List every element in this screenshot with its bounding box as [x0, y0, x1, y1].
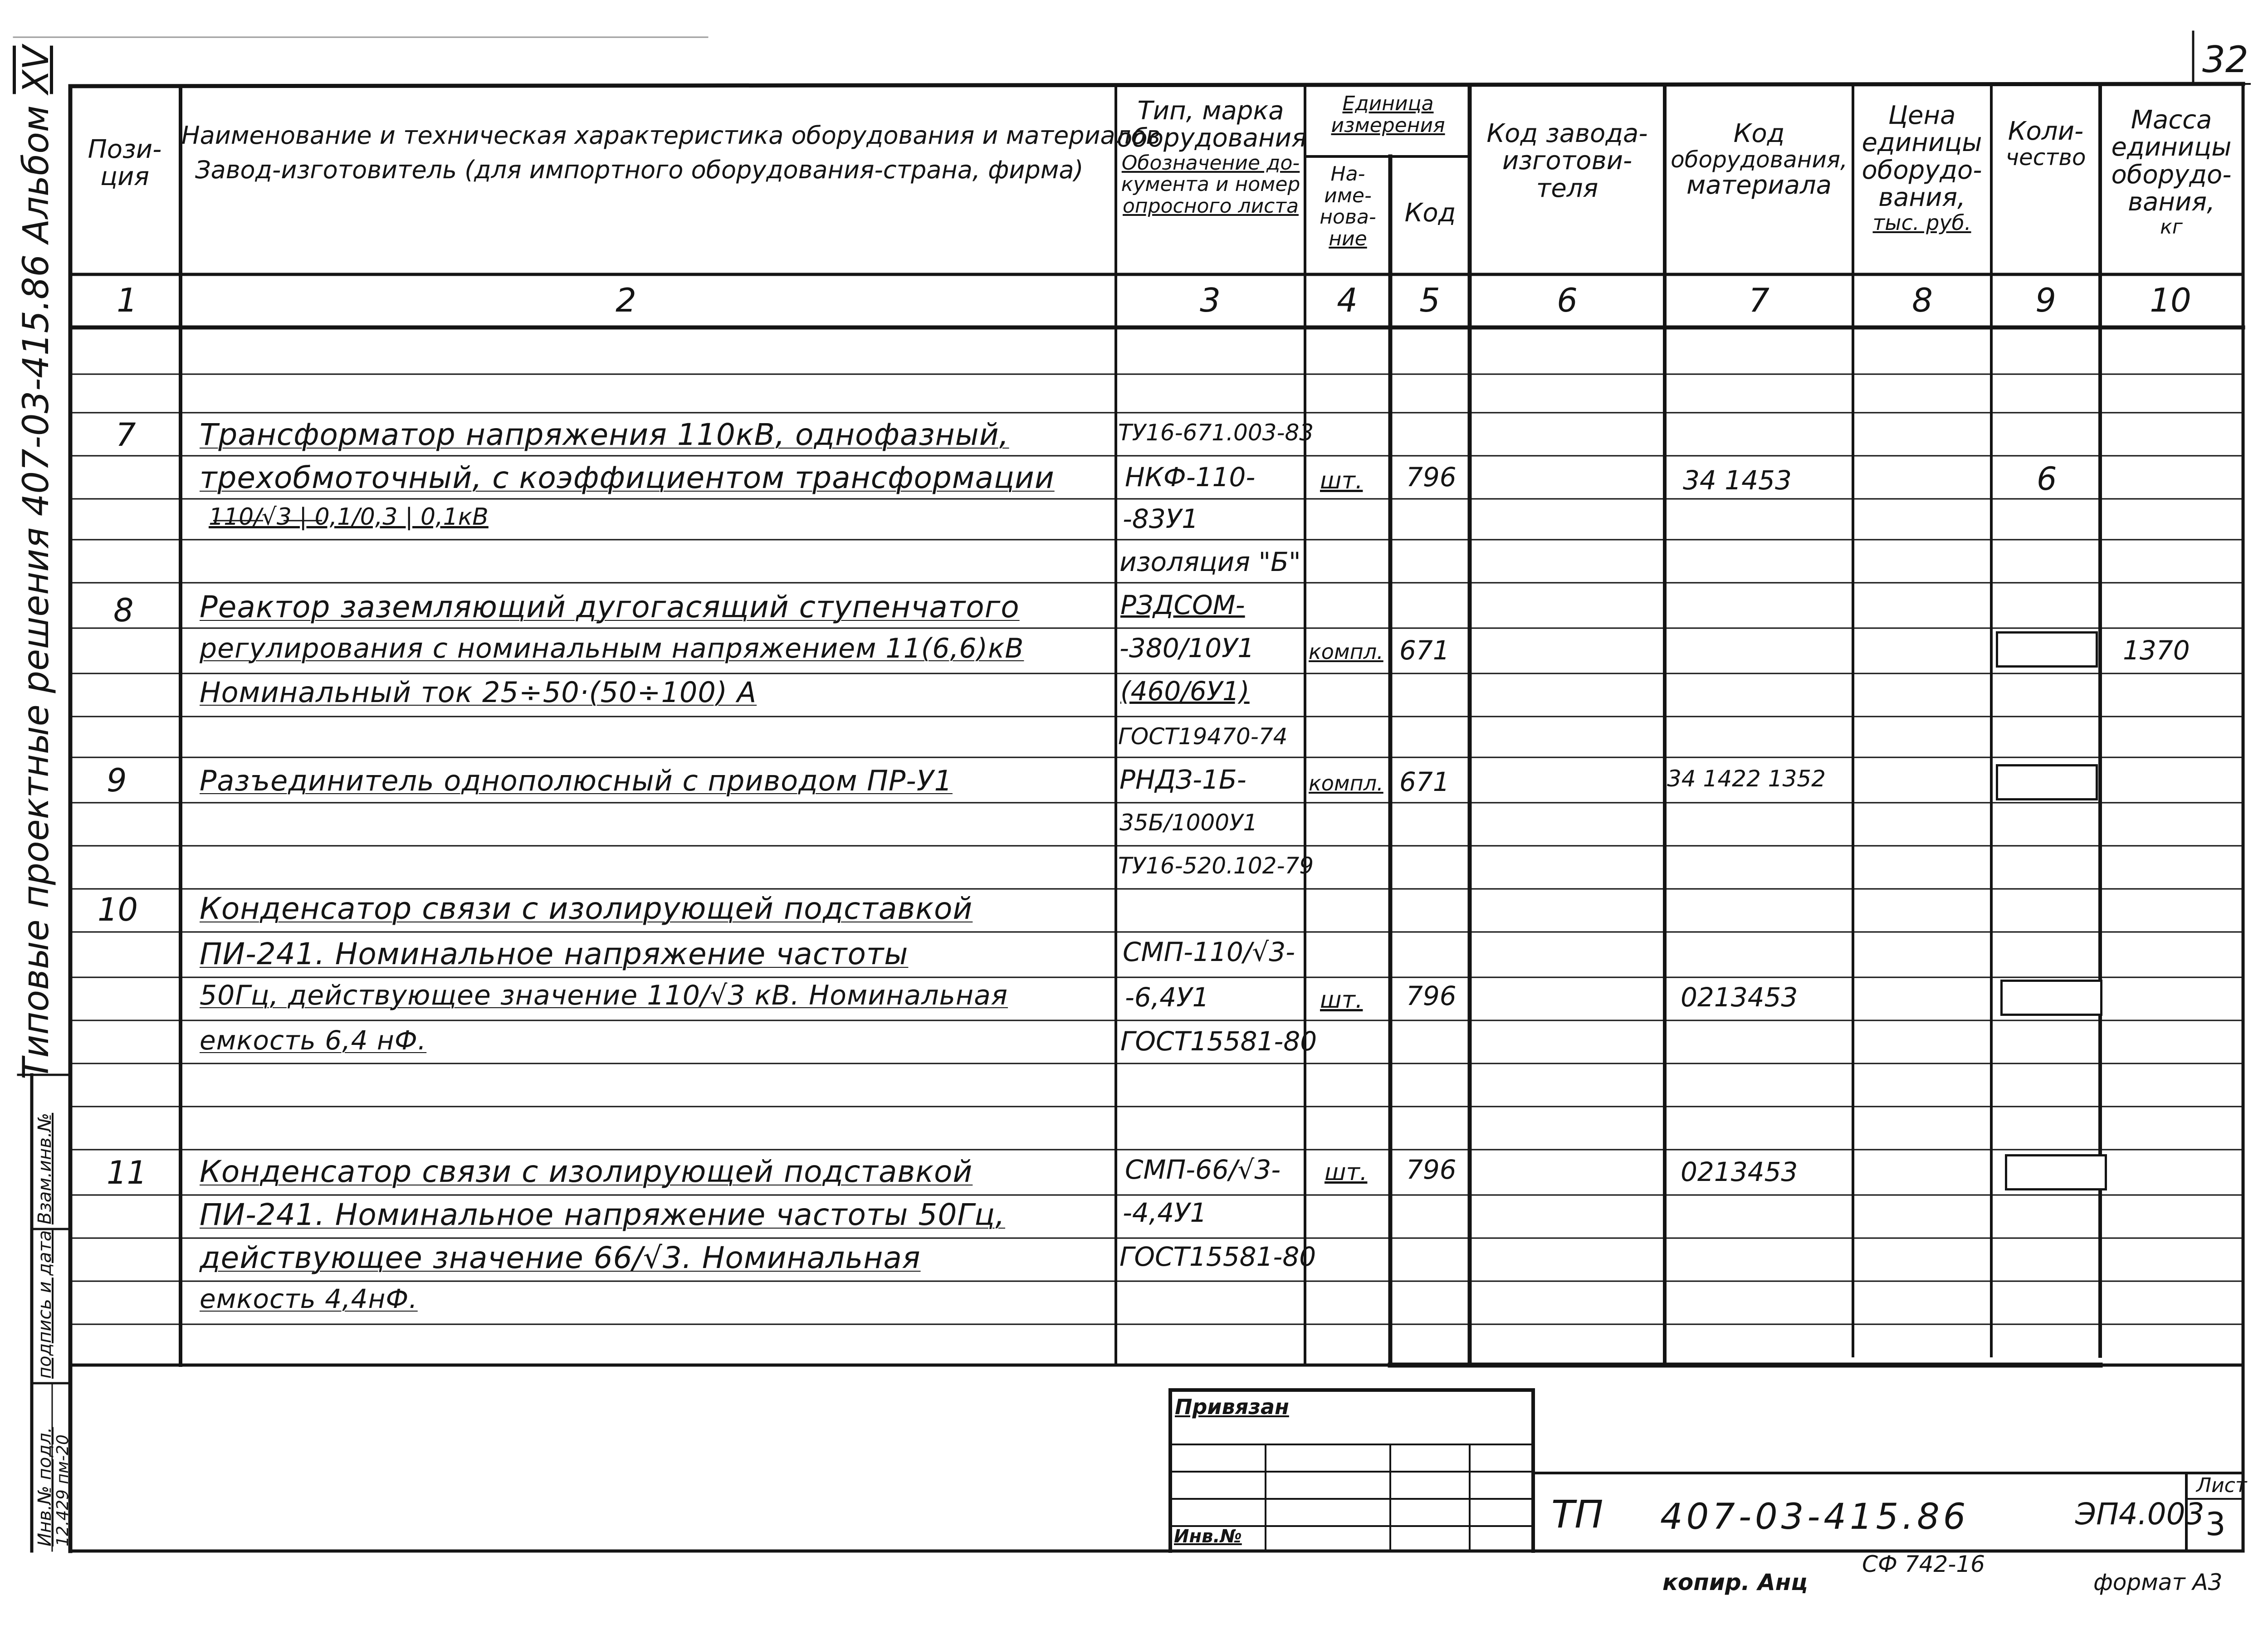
row9-type-3: ТУ16-520.102-79 [1118, 853, 1314, 879]
column-number-3: 3 [1200, 281, 1221, 319]
doc-code: ТП [1551, 1492, 1603, 1536]
header-price-l4: вания, [1878, 183, 1965, 213]
row8-mass: 1370 [2123, 635, 2190, 666]
header-type-l4: кумента и номер [1121, 173, 1300, 196]
row7-quantity: 6 [2037, 460, 2057, 498]
row7-line3: 110/√3 | 0,1/0,3 | 0,1кВ [209, 503, 489, 531]
row8-type-2: -380/10У1 [1119, 633, 1255, 663]
header-mass-l3: оборудо- [2111, 160, 2232, 190]
row7-type-4: изоляция "Б" [1119, 546, 1301, 577]
row8-type-4: ГОСТ19470-74 [1118, 723, 1288, 750]
row8-type-3: (460/6У1) [1120, 676, 1250, 707]
side-stamp-label-vzam: Взам.инв.№ [34, 1112, 55, 1224]
doc-suffix: ЭП4.003 [2075, 1497, 2204, 1532]
row10-unit: шт. [1320, 986, 1363, 1014]
header-equipment-code [1666, 120, 1853, 200]
row9-type-1: РНДЗ-1Б- [1119, 764, 1246, 795]
row7-type-2: НКФ-110- [1125, 462, 1256, 493]
row11-type-2: -4,4У1 [1123, 1197, 1207, 1228]
header-price-l2: единицы [1862, 128, 1982, 158]
row11-position: 11 [107, 1154, 147, 1191]
header-factory-code-l3: теля [1536, 173, 1598, 203]
sheet-number: 32 [2202, 39, 2248, 81]
row8-quantity-box [1996, 631, 2098, 668]
header-mass-l2: единицы [2111, 132, 2232, 162]
row11-line3: действующее значение 66/√3. Номинальная [200, 1240, 921, 1275]
header-unit-name [1306, 163, 1389, 249]
header-unit-group: Единица измерения [1331, 92, 1445, 137]
row7-type-3: -83У1 [1123, 503, 1198, 534]
header-price-l1: Цена [1888, 101, 1956, 130]
header-mass-l4: вания, [2128, 187, 2215, 217]
header-equipment-code-l3: материала [1686, 171, 1832, 200]
row8-line1: Реактор заземляющий дугогасящий ступенчатого [200, 590, 1020, 624]
row7-position: 7 [116, 416, 136, 454]
column-number-9: 9 [2035, 281, 2056, 319]
row11-unit: шт. [1325, 1159, 1368, 1186]
column-number-1: 1 [117, 281, 137, 319]
header-type-l5: опросного листа [1123, 194, 1299, 218]
list-label: Лист [2196, 1474, 2247, 1497]
row10-line4: емкость 6,4 нФ. [200, 1025, 427, 1056]
format-note: формат А3 [2093, 1569, 2223, 1595]
row7-equipment-code: 34 1453 [1683, 465, 1792, 496]
side-stamp-value: 12.429 пм-20 [54, 1434, 72, 1546]
header-quantity [1992, 118, 2099, 170]
column-number-4: 4 [1337, 281, 1358, 319]
row10-type-2: -6,4У1 [1125, 982, 1209, 1013]
header-unit-name-l4: ние [1329, 227, 1367, 250]
side-title [16, 46, 57, 1079]
header-unit-name-l3: нова- [1320, 205, 1376, 229]
row8-line2: регулирования с номинальным напряжением 11(6,6)кВ [200, 633, 1024, 664]
reference-note: СФ 742-16 [1862, 1551, 1985, 1577]
side-title-text: Типовые проектные решения 407-03-415.86 Альбом [16, 105, 57, 1079]
row11-line4: емкость 4,4нФ. [200, 1283, 418, 1314]
album-roman: XV [16, 45, 57, 94]
header-unit-name-l2: име- [1324, 184, 1372, 207]
header-type-l3: Обозначение до- [1121, 151, 1300, 175]
row10-equipment-code: 0213453 [1681, 982, 1798, 1013]
row8-unit: компл. [1309, 639, 1383, 664]
row11-unit-code: 796 [1406, 1154, 1457, 1185]
row9-equipment-code: 34 1422 1352 [1667, 766, 1826, 792]
side-stamp-label-inv: Инв.№ подл. [34, 1427, 55, 1546]
row11-type-3: ГОСТ15581-80 [1119, 1241, 1316, 1272]
row9-quantity-box [1996, 764, 2098, 800]
header-price-l3: оборудо- [1862, 155, 1982, 185]
row10-type-3: ГОСТ15581-80 [1120, 1026, 1317, 1057]
column-number-2: 2 [616, 281, 636, 319]
privyazan-label: Привязан [1175, 1395, 1289, 1419]
row7-unit: шт. [1320, 467, 1363, 494]
inv-number-label: Инв.№ [1174, 1526, 1242, 1547]
header-name-line1: Наименование и техническая характеристика оборудования и материалов [181, 121, 1161, 150]
row11-line1: Конденсатор связи с изолирующей подставкой [200, 1154, 973, 1189]
row8-position: 8 [113, 592, 134, 629]
header-position: Пози-ция [88, 135, 162, 192]
row7-type-1: ТУ16-671.003-83 [1118, 419, 1314, 446]
row10-line2: ПИ-241. Номинальное напряжение частоты [200, 937, 909, 971]
row10-quantity-box [2000, 980, 2102, 1016]
row11-line2: ПИ-241. Номинальное напряжение частоты 50Гц, [200, 1197, 1006, 1232]
header-type-l2: оборудования [1117, 123, 1307, 153]
header-equipment-code-l2: оборудования, [1671, 146, 1848, 173]
row10-type-1: СМП-110/√3- [1123, 937, 1295, 967]
header-unit-name-l1: На- [1330, 162, 1365, 185]
column-number-10: 10 [2150, 281, 2191, 319]
column-number-7: 7 [1749, 281, 1769, 319]
header-factory-code-l2: изготови- [1502, 146, 1633, 176]
row11-quantity-box [2005, 1154, 2107, 1190]
header-factory-code-l1: Код завода- [1486, 119, 1648, 148]
list-number: 3 [2205, 1506, 2226, 1543]
row9-unit-code: 671 [1399, 766, 1450, 797]
row9-position: 9 [107, 762, 127, 799]
row11-equipment-code: 0213453 [1681, 1156, 1798, 1187]
side-stamp-label-sign: подпись и дата [34, 1230, 55, 1379]
header-name-line2: Завод-изготовитель (для импортного оборудования-страна, фирма) [195, 156, 1084, 185]
header-name [181, 121, 1161, 185]
row9-type-2: 35Б/1000У1 [1119, 810, 1258, 836]
header-price [1854, 102, 1990, 234]
row10-position: 10 [98, 891, 138, 928]
header-price-l5: тыс. руб. [1872, 210, 1971, 235]
header-equipment-code-l1: Код [1733, 119, 1785, 148]
row7-line2: трехобмоточный, с коэффициентом трансформации [200, 460, 1055, 495]
header-unit-code: Код [1404, 198, 1456, 228]
header-type-l1: Тип, марка [1137, 96, 1284, 126]
column-number-5: 5 [1419, 281, 1440, 319]
header-mass-l5: кг [2160, 215, 2183, 239]
row10-line1: Конденсатор связи с изолирующей подставкой [200, 891, 973, 926]
header-mass [2101, 107, 2242, 238]
header-quantity-l1: Коли- [2008, 117, 2084, 146]
row11-type-1: СМП-66/√3- [1125, 1154, 1281, 1185]
row9-unit: компл. [1309, 771, 1383, 795]
header-mass-l1: Масса [2131, 105, 2212, 135]
row7-line1: Трансформатор напряжения 110кВ, однофазный, [200, 417, 1009, 452]
copier-note: копир. Анц [1662, 1569, 1808, 1595]
row8-line3: Номинальный ток 25÷50·(50÷100) А [200, 676, 757, 709]
column-number-6: 6 [1557, 281, 1578, 319]
doc-number: 407-03-415.86 [1660, 1497, 1970, 1537]
row8-unit-code: 671 [1399, 635, 1450, 666]
header-factory-code [1472, 120, 1662, 202]
row9-line1: Разъединитель однополюсный с приводом ПР-У1 [200, 764, 953, 797]
column-number-8: 8 [1912, 281, 1933, 319]
row7-unit-code: 796 [1406, 462, 1457, 493]
header-quantity-l2: чество [2005, 144, 2086, 171]
row10-unit-code: 796 [1406, 980, 1457, 1011]
row10-line3: 50Гц, действующее значение 110/√3 кВ. Номинальная [200, 980, 1008, 1011]
header-type [1117, 98, 1305, 217]
row8-type-1: РЗДСОМ- [1120, 590, 1245, 620]
